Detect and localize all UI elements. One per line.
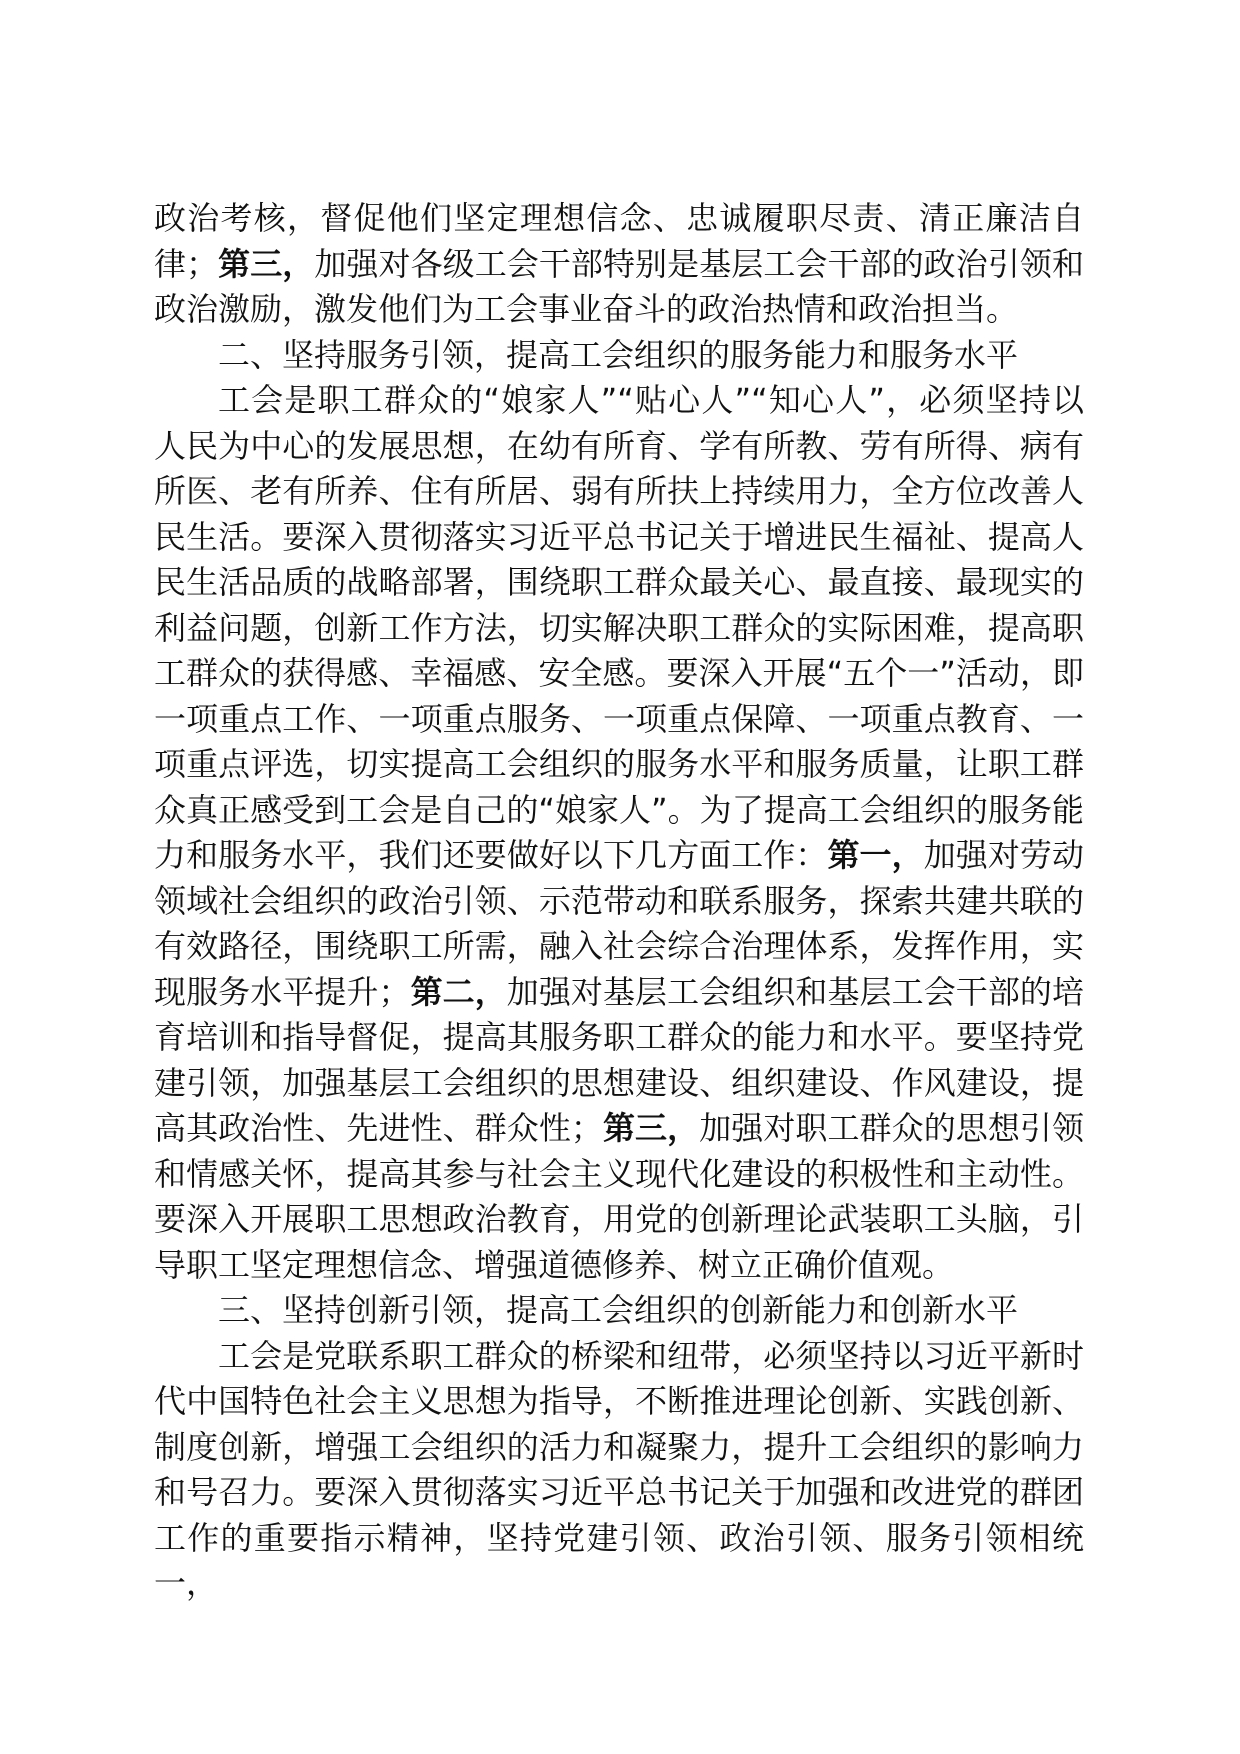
heading-text: 二、坚持服务引领，提高工会组织的服务能力和服务水平 (218, 335, 1019, 374)
document-body (154, 196, 1084, 1607)
paragraph-innovation (154, 1334, 1084, 1607)
paragraph-continuation (154, 196, 1084, 333)
section-heading-3 (154, 1288, 1084, 1334)
heading-text: 三、坚持创新引领，提高工会组织的创新能力和创新水平 (218, 1291, 1019, 1329)
text-run: 加强对劳动领域社会组织的政治引领、示范带动和联系服务，探索共建共联的有效路径，围绕职工所需，融入社会综合治理体系，发挥作用，实现服务水平提升； (154, 836, 1084, 1011)
text-run: 工会是职工群众的“娘家人”“贴心人”“知心人”，必须坚持以人民为中心的发展思想，在幼有所育、学有所教、劳有所得、病有所医、老有所养、住有所居、弱有所扶上持续用力，全方位改善人民生活。要深入贯彻落实习近平总书记关于增进民生福祉、提高人民生活品质的战略部署，围绕职工群众最关心、最直接、最现实的利益问题，创新工作方法，切实解决职工群众的实际困难，提高职工群众的获得感、幸福感、安全感。要深入开展“五个一”活动，即一项重点工作、一项重点服务、一项重点保障、一项重点教育、一项重点评选，切实提高工会组织的服务水平和服务质量，让职工群众真正感受到工会是自己的“娘家人”。为了提高工会组织的服务能力和服务水平，我们还要做好以下几方面工作： (154, 381, 1084, 874)
text-run: 加强对职工群众的思想引领和情感关怀，提高其参与社会主义现代化建设的积极性和主动性。要深入开展职工思想政治教育，用党的创新理论武装职工头脑，引导职工坚定理想信念、增强道德修养、树立正确价值观。 (154, 1109, 1084, 1284)
text-run: 加强对各级工会干部特别是基层工会干部的政治引领和政治激励，激发他们为工会事业奋斗的政治热情和政治担当。 (154, 244, 1084, 328)
section-heading-2 (154, 333, 1084, 379)
bold-marker-first: 第一， (827, 836, 924, 874)
bold-marker-second: 第二， (410, 972, 507, 1011)
bold-marker-third: 第三， (218, 244, 315, 283)
text-run: 工会是党联系职工群众的桥梁和纽带，必须坚持以习近平新时代中国特色社会主义思想为指导，不断推进理论创新、实践创新、制度创新，增强工会组织的活力和凝聚力，提升工会组织的影响力和号召力。要深入贯彻落实习近平总书记关于加强和改进党的群团工作的重要指示精神，坚持党建引领、政治引领、服务引领相统一， (154, 1336, 1084, 1602)
text-run: 加强对基层工会组织和基层工会干部的培育培训和指导督促，提高其服务职工群众的能力和水平。要坚持党建引领，加强基层工会组织的思想建设、组织建设、作风建设，提高其政治性、先进性、群众性； (154, 972, 1084, 1147)
bold-marker-third: 第三， (602, 1109, 700, 1147)
text-run: 政治考核，督促他们坚定理想信念、忠诚履职尽责、清正廉洁自律； (154, 199, 1084, 283)
paragraph-service (154, 378, 1084, 1288)
